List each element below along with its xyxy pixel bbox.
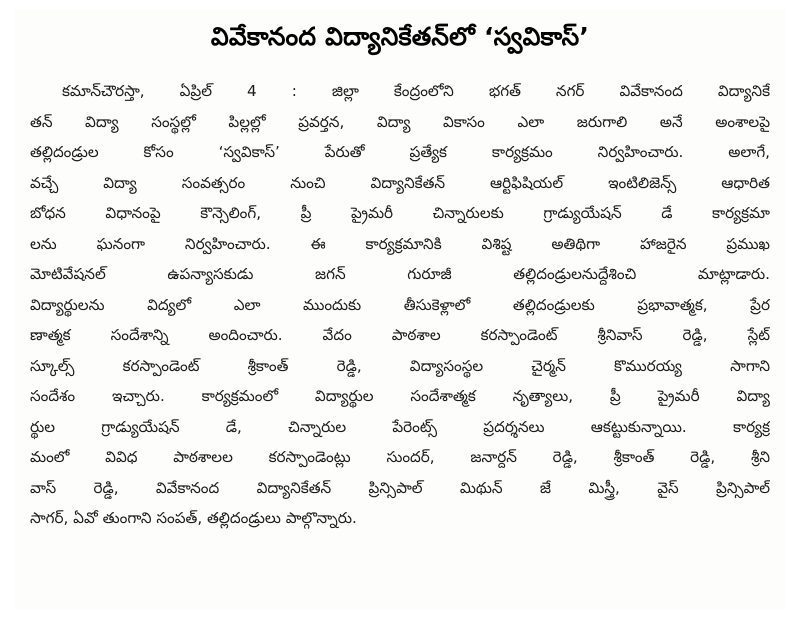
article-line: ణాత్మక సందేశాన్ని అందించారు. వేదం పాఠశాల కరస్పాండెంట్‌ శ్రీనివాస్‌ రెడ్డి, స్లేట్‌ [30,326,770,344]
article-line: విద్యార్థులను విద్యలో ఎలా ముందుకు తీసుకెళ్లాలో తల్లిదండ్రులకు ప్రభావాత్మక, ప్రేర [30,295,770,314]
article-body [30,76,770,534]
article-line: సాగర్‌, ఏవో తుంగాని సంపత్‌, తల్లిదండ్రులు పాల్గొన్నారు. [30,509,357,527]
article-line: లను ఘనంగా నిర్వహించారు. ఈ కార్యక్రమానికి విశిష్ట అతిథిగా హాజరైన ప్రముఖ [30,234,770,253]
article-line: బోధన విధానంపై కౌన్సెలింగ్‌, ప్రీ ప్రైమరీ చిన్నారులకు గ్రాడ్యుయేషన్‌ డే కార్యక్రమా [30,204,770,222]
article-line: మంలో వివిధ పాఠశాలల కరస్పాండెంట్లు సుందర్‌, జనార్దన్‌ రెడ్డి, శ్రీకాంత్‌ రెడ్డి, శ్రీని [30,448,770,466]
article-line: కమాన్‌చౌరస్తా, ఏప్రిల్‌ 4 : జిల్లా కేంద్రంలోని భగత్‌ నగర్‌ వివేకానంద విద్యానికే [62,82,770,100]
article-line: వాస్‌ రెడ్డి, వివేకానంద విద్యానికేతన్‌ ప్రిన్సిపాల్‌ మిథున్‌ జే మిస్త్రీ, వైస్‌ ప్రిన్సిపాల్‌ [30,478,770,497]
article-line: ర్థుల గ్రాడ్యుయేషన్‌ డే, చిన్నారుల పేరెంట్స్‌ ప్రదర్శనలు ఆకట్టుకున్నాయి. కార్యక్ర [30,417,770,436]
article-line: తల్లిదండ్రుల కోసం ‘స్వవికాస్‌’ పేరుతో ప్రత్యేక కార్యక్రమం నిర్వహించారు. అలాగే, [30,143,770,161]
article-line: తన్‌ విద్యా సంస్థల్లో పిల్లల్లో ప్రవర్తన, విద్యా వికాసం ఎలా జరుగాలి అనే అంశాలపై [30,112,770,131]
article-line: మోటివేషనల్‌ ఉపన్యాసకుడు జగన్‌ గురూజీ తల్లిదండ్రులనుద్దేశించి మాట్లాడారు. [30,265,770,283]
newspaper-clipping [14,10,786,610]
headline: వివేకానంద విద్యానికేతన్‌లో ‘స్వవికాస్‌’ [210,22,590,51]
article-line: స్కూల్స్‌ కరస్పాండెంట్‌ శ్రీకాంత్‌ రెడ్డి, విద్యాసంస్థల చైర్మన్‌ కొమురయ్య సాగాని [30,356,770,375]
article-line: సందేశం ఇచ్చారు. కార్యక్రమంలో విద్యార్థుల సందేశాత్మక నృత్యాలు, ప్రీ ప్రైమరీ విద్యా [30,387,770,405]
article-line: వచ్చే విద్యా సంవత్సరం నుంచి విద్యానికేతన్‌ ఆర్టిఫిషియల్‌ ఇంటిలిజెన్స్‌ ఆధారిత [30,173,770,192]
